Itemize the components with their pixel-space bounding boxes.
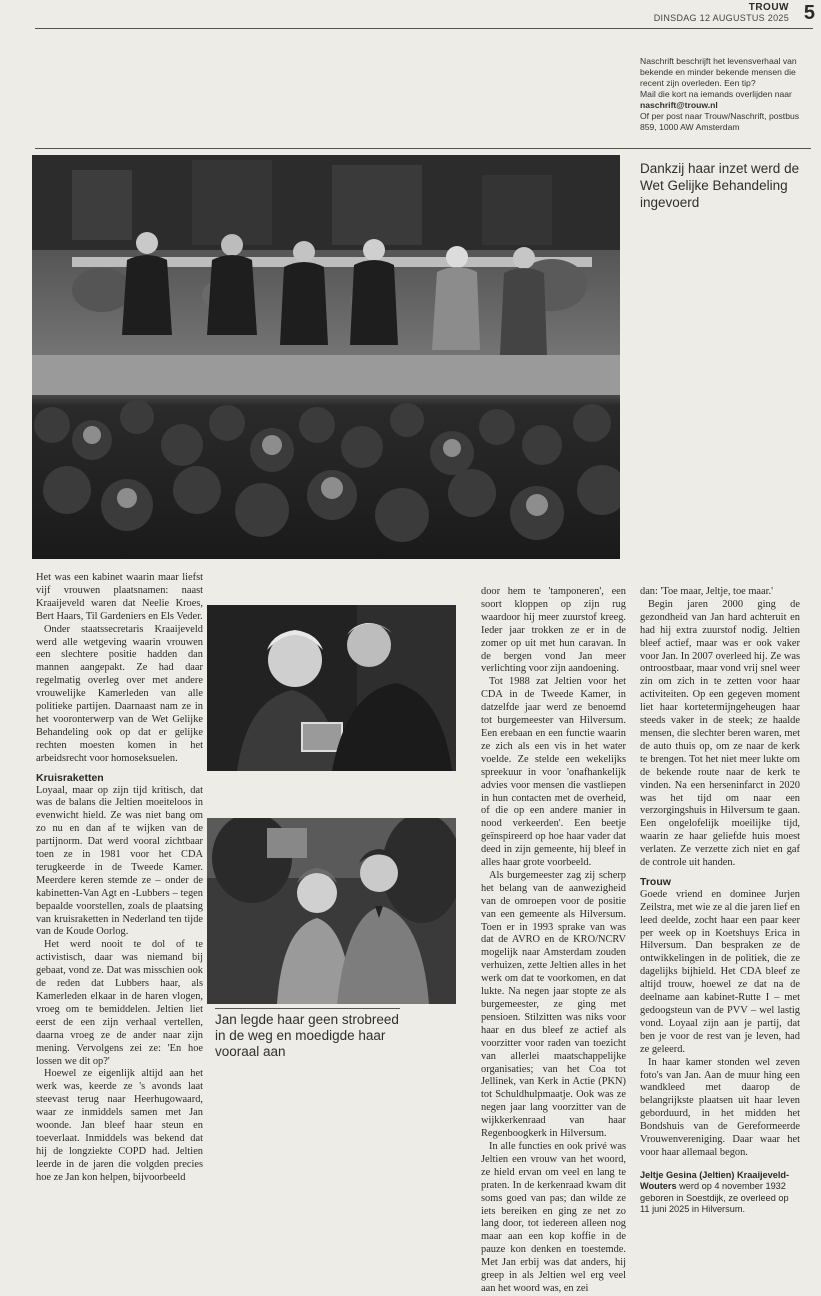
col3-paragraph-1: dan: 'Toe maar, Jeltje, toe maar.' [640,586,774,597]
article-column-3 [640,586,800,1216]
naschrift-post-line: Of per post naar Trouw/Naschrift, postbus 859, 1000 AW Amsterdam [640,111,800,132]
bio-text: werd op 4 november 1932 geboren in Soestdijk, ze overleed op 11 juni 2025 in Hilversum. [640,1181,789,1215]
header-rule [35,28,813,29]
col2-paragraph-2: Tot 1988 zat Jeltien voor het CDA in de Tweede Kamer, in datzelfde jaar werd ze benoemd tot burgemeester van Hilversum. Een erebaan en een functie waarin ze zich als een vis in het water voelde. Ze stelde een wekelijks spreekuur in voor 'onafhankelijk advies voor mensen die vastliepen in hun contacten met de overheid, of die op een andere manier in nood verkeerden'. Een beetje geïnspireerd op hoe haar vader dat deed in zijn gemeente, hij bleef in alles haar grote voorbeeld. [481,676,626,869]
article-column-1 [36,572,203,1185]
masthead [653,2,815,24]
col2-paragraph-3: Als burgemeester zag zij scherp het belang van de aanwezigheid van de omroepen voor de positie van een gemeente als Hilversum. Toen er in 1993 sprake van was dat de AVRO en de KRO/NCRV mogelijk naar Amsterdam zouden verhuizen, zette Jeltien alles in het werk om dat te voorkomen, en dat lukte. Na negen jaar stopte ze als burgemeester, ze ging met pensioen. Stilzitten was niks voor haar en dus bleef ze actief als voorzitter voor raden van toezicht van allerlei maatschappelijke organisaties; van het Coa tot Jellinek, van Kerk in Actie (PKN) tot Schuldhulpmaatje. Ook was ze negen jaar lang voorzitter van de wijkkerkenraad van haar Regenboogkerk in Hilversum. [481,869,626,1140]
young-couple-image [207,818,456,1004]
elderly-couple-image [207,605,456,771]
page-number: 5 [803,2,815,24]
newspaper-name: TROUW [748,2,789,13]
article-column-2 [481,586,626,1296]
naschrift-email: naschrift@trouw.nl [640,100,718,110]
issue-date: DINSDAG 12 AUGUSTUS 2025 [653,13,789,23]
col3-paragraph-2: Begin jaren 2000 ging de gezondheid van Jan hard achteruit en had hij extra zuurstof nodig. Jeltien bleef actief, maar was er ook vaker voor Jan. In 2007 overleed hij. Ze was ontroostbaar, maar vond vrij snel weer zin om zich in te zetten voor haar activiteiten. Op een gegeven moment liet haar kortetermijngeheugen haar steeds vaker in de steek; ze haalde mensen, die slechter beren waren, met de auto thuis op, om ze naar de kerk te brengen. Tot het niet meer lukte om de bekende route naar de kerk te vinden. Na een herseninfarct in 2020 was het tijd om naar een verzorgingshuis in Hilversum te gaan. Een ongelofelijk moeilijke tijd, waarin ze haar geliefde huis moest verlaten. Ze verzette zich niet en gaf de controle uit handen. [640,598,801,869]
bio-box [640,1170,800,1216]
subheading-kruisraketten: Kruisraketten [36,771,104,784]
col1-paragraph-2: Onder staatssecretaris Kraaijeveld werd alle wetgeving waarin vrouwen een slechtere positie hadden dan mannen aangepakt. Ze had daar regelmatig overleg over met andere vrouwelijke Kamerleden van alle politieke partijen. Daarnaast nam ze in het vooronterwerp van de Wet Gelijke Behandeling ook op dat er gelijke rechten moesten komen in het arbeidsrecht voor homoseksuelen. [36,623,203,764]
naschrift-info-box [640,56,810,133]
bio-name: Jeltje Gesina (Jeltien) Kraaijeveld-Wouters [640,1169,790,1192]
col2-paragraph-1: door hem te 'tamponeren', een soort kloppen op zijn rug waardoor hij meer zuurstof kreeg. Ieder jaar trokken ze er in de zomer op uit met hun caravan. In de bergen vond Jan meer verlichting voor zijn aandoening. [481,586,626,675]
pull-quote-wet-gelijke-behandeling: Dankzij haar inzet werd de Wet Gelijke Behandeling ingevoerd [640,161,800,210]
naschrift-intro: Naschrift beschrijft het levensverhaal van bekende en minder bekende mensen die recent zijn overleden. Een tip? [640,56,797,88]
col1-paragraph-5: Hoewel ze eigenlijk altijd aan het werk was, keerde ze 's avonds laat steevast terug naar Heerhugowaard, waar ze inmiddels samen met Jan woonde. Jan bleef haar steun en toeverlaat. Inmiddels was bekend dat hij de longziekte COPD had. Jeltien leerde in de jaren die volgden precies hoe ze Jan kon helpen, bijvoorbeeld [36,1068,203,1183]
quote-rule [215,1008,400,1009]
pull-quote-jan-legde: Jan legde haar geen strobreed in de weg en moedigde haar vooraal aan [215,1012,399,1059]
col1-paragraph-3: Loyaal, maar op zijn tijd kritisch, dat was de balans die Jeltien moeiteloos in evenwicht hield. Ze was niet bang om zo nu en dan af te wijken van de partijnorm. Dat werd vooral zichtbaar toen ze in 1981 voor het CDA terugkeerde in de Tweede Kamer. Meerdere keren stemde ze – onder de kabinetten-Van Agt en -Lubbers – tegen bepaalde voorstellen, zoals de plaatsing van kruisraketten in Nederland ten tijde van de Koude Oorlog. [36,784,203,938]
section-rule [35,148,811,149]
main-photo-panel-debate [32,155,620,559]
subheading-trouw: Trouw [640,875,671,888]
photo-young-couple [207,818,456,1004]
col3-paragraph-3: Goede vriend en dominee Jurjen Zeilstra, met wie ze al die jaren lief en leed deelde, zocht haar een paar keer per week op in Koetshuys Erica in Hilversum. Dan bespraken ze de ontwikkelingen in de politiek, die ze dagelijks bijhield. Het CDA bleef ze altijd trouw, hoewel ze dat na de deelname aan kabinet-Rutte I – met gedoogsteun van de PVV – wel lastig vond. Loyaal zijn aan je partij, dat ben je voor de rest van je leven, had ze geleerd. [640,888,800,1055]
col1-paragraph-4: Het werd nooit te dol of te activistisch, daar was niemand bij gebaat, vond ze. Dat was misschien ook de reden dat Lubbers haar, als Kamerleden elkaar in de haren vlogen, vroeg om te bemiddelen. Jeltien liet eerst de een zijn verhaal vertellen, daarna vroeg ze de ander naar zijn mening. Vervolgens zei ze: 'En hoe lossen we dit op?' [36,939,203,1067]
col2-paragraph-4: In alle functies en ook privé was Jeltien een vrouw van het woord, ze hield ervan om veel en lang te praten. In de kerkenraad kwam dit soms goed van pas; dan wilde ze iets bereiken en ging ze net zo lang door, tot iedereen alleen nog maar aan een kop koffie in de pauze kon denken en toestemde. Met Jan erbij was dat anders, hij greep in als Jeltien wel erg veel aan het woord was, en zei [481,1140,626,1294]
col3-paragraph-4: In haar kamer stonden wel zeven foto's van Jan. Aan de muur hing een wandkleed met daarop de belangrijkste plaatsen uit haar leven geborduurd, in het midden het Bondshuis van de Gereformeerde Vrouwenvereniging. Daar waar het voor haar allemaal begon. [640,1056,800,1158]
photo-elderly-couple [207,605,456,771]
naschrift-mail-line: Mail die kort na iemands overlijden naar [640,89,792,99]
panel-debate-image [32,155,620,559]
col1-paragraph-1: Het was een kabinet waarin maar liefst vijf vrouwen plaatsnamen: naast Kraaijeveld waren dat Neelie Kroes, Bert Haars, Til Gardeniers en Els Veder. [36,572,203,622]
